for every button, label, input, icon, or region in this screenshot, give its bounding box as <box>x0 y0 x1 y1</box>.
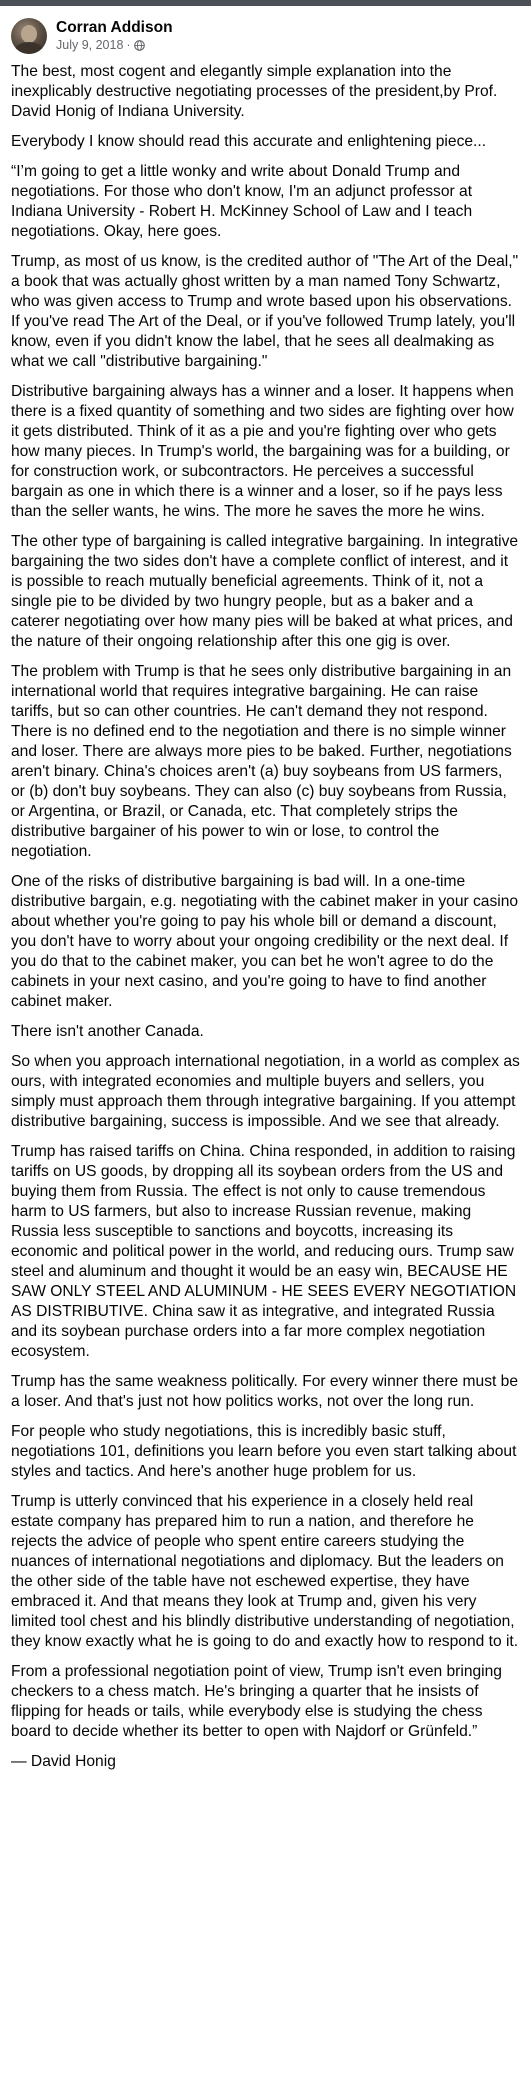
post-paragraph: Trump, as most of us know, is the credited author of "The Art of the Deal," a book that was actually ghost written by a man named Tony Schwartz, who was given access to Trump and wrote based upon his observations. If you've read The Art of the Deal, or if you've followed Trump lately, you'll know, even if you didn't know the label, that he sees all dealmaking as what we call "distributive bargaining." <box>11 253 519 370</box>
post-paragraph: “I’m going to get a little wonky and write about Donald Trump and negotiations. For those who don't know, I'm an adjunct professor at Indiana University - Robert H. McKinney School of Law and I teach negotiations. Okay, here goes. <box>11 163 473 240</box>
globe-icon[interactable] <box>134 40 145 51</box>
post-paragraph: Trump is utterly convinced that his experience in a closely held real estate company has prepared him to run a nation, and therefore he rejects the advice of people who spent entire careers studying the nuances of international negotiations and diplomacy. But the leaders on the other side of the table have not eschewed expertise, they have embraced it. And that means they look at Trump and, given his very limited tool chest and his blindly distributive understanding of negotiation, they know exactly what he is going to do and exactly how to respond to it. <box>11 1493 519 1650</box>
avatar-face <box>21 25 37 43</box>
post-paragraph: Trump has raised tariffs on China. China responded, in addition to raising tariffs on US goods, by dropping all its soybean orders from the US and buying them from Russia. The effect is not only to cause tremendous harm to US farmers, but also to increase Russian revenue, making Russia less susceptible to sanctions and boycotts, increasing its economic and political power in the world, and reducing ours. Trump saw steel and aluminum and thought it would be an easy win, BECAUSE HE SAW ONLY STEEL AND ALUMINUM - HE SEES EVERY NEGOTIATION AS DISTRIBUTIVE. China saw it as integrative, and integrated Russia and its soybean purchase orders into a far more complex negotiation ecosystem. <box>11 1143 517 1360</box>
post-signature: — David Honig <box>11 1753 116 1770</box>
post-paragraph: One of the risks of distributive bargaining is bad will. In a one-time distributive bargain, e.g. negotiating with the cabinet maker in your casino about whether you're going to pay his whole bill or demand a discount, you don't have to worry about your ongoing credibility or the next deal. If you do that to the cabinet maker, you can bet he won't agree to do the cabinets in your next casino, and you're going to have to find another cabinet maker. <box>11 873 519 1010</box>
post-paragraph: Trump has the same weakness politically. For every winner there must be a loser. And that's just not how politics works, not over the long run. <box>11 1373 519 1410</box>
date-separator: · <box>126 38 131 52</box>
post-header <box>11 16 520 56</box>
date-row <box>56 37 173 53</box>
post-paragraph: There isn't another Canada. <box>11 1023 204 1040</box>
post-body <box>11 62 520 1772</box>
post-paragraph: For people who study negotiations, this is incredibly basic stuff, negotiations 101, definitions you learn before you even start talking about styles and tactics. And here's another huge problem for us. <box>11 1423 517 1480</box>
avatar-shoulders <box>14 42 44 54</box>
post-paragraph-recommendation: Everybody I know should read this accurate and enlightening piece... <box>11 133 487 150</box>
post-meta <box>56 19 173 53</box>
post-paragraph: Distributive bargaining always has a winner and a loser. It happens when there is a fixed quantity of something and two sides are fighting over how it gets distributed. Think of it as a pie and you're fighting over who gets how many pieces. In Trump's world, the bargaining was for a building, or for construction work, or subcontractors. He perceives a successful bargain as one in which there is a winner and a loser, so if he pays less than the seller wants, he wins. The more he saves the more he wins. <box>11 383 514 520</box>
post-paragraph-intro: The best, most cogent and elegantly simple explanation into the inexplicably destructive negotiating processes of the president,by Prof. David Honig of Indiana University. <box>11 63 498 120</box>
facebook-post <box>0 6 531 1772</box>
avatar[interactable] <box>11 18 47 54</box>
post-paragraph: From a professional negotiation point of view, Trump isn't even bringing checkers to a chess match. He's bringing a quarter that he insists of flipping for heads or tails, while everybody else is studying the chess board to decide whether its better to open with Najdorf or Grünfeld.” <box>11 1663 502 1740</box>
post-paragraph: So when you approach international negotiation, in a world as complex as ours, with integrated economies and multiple buyers and sellers, you simply must approach them through integrative bargaining. If you attempt distributive bargaining, success is impossible. And we see that already. <box>11 1053 520 1130</box>
author-name[interactable]: Corran Addison <box>56 19 173 36</box>
post-paragraph: The other type of bargaining is called integrative bargaining. In integrative bargaining the two sides don't have a complete conflict of interest, and it is possible to reach mutually beneficial agreements. Think of it, not a single pie to be divided by two hungry people, but as a baker and a caterer negotiating over how many pies will be baked at what prices, and the nature of their ongoing relationship after this one gig is over. <box>11 533 519 650</box>
post-date[interactable]: July 9, 2018 <box>56 38 124 52</box>
post-paragraph: The problem with Trump is that he sees only distributive bargaining in an international world that requires integrative bargaining. He can raise tariffs, but so can other countries. He can't demand they not respond. There is no defined end to the negotiation and there is no simple winner and loser. There are always more pies to be baked. Further, negotiations aren't binary. China's choices aren't (a) buy soybeans from US farmers, or (b) don't buy soybeans. They can also (c) buy soybeans from Russia, or Argentina, or Brazil, or Canada, etc. That completely strips the distributive bargainer of his power to win or lose, to control the negotiation. <box>11 663 512 860</box>
